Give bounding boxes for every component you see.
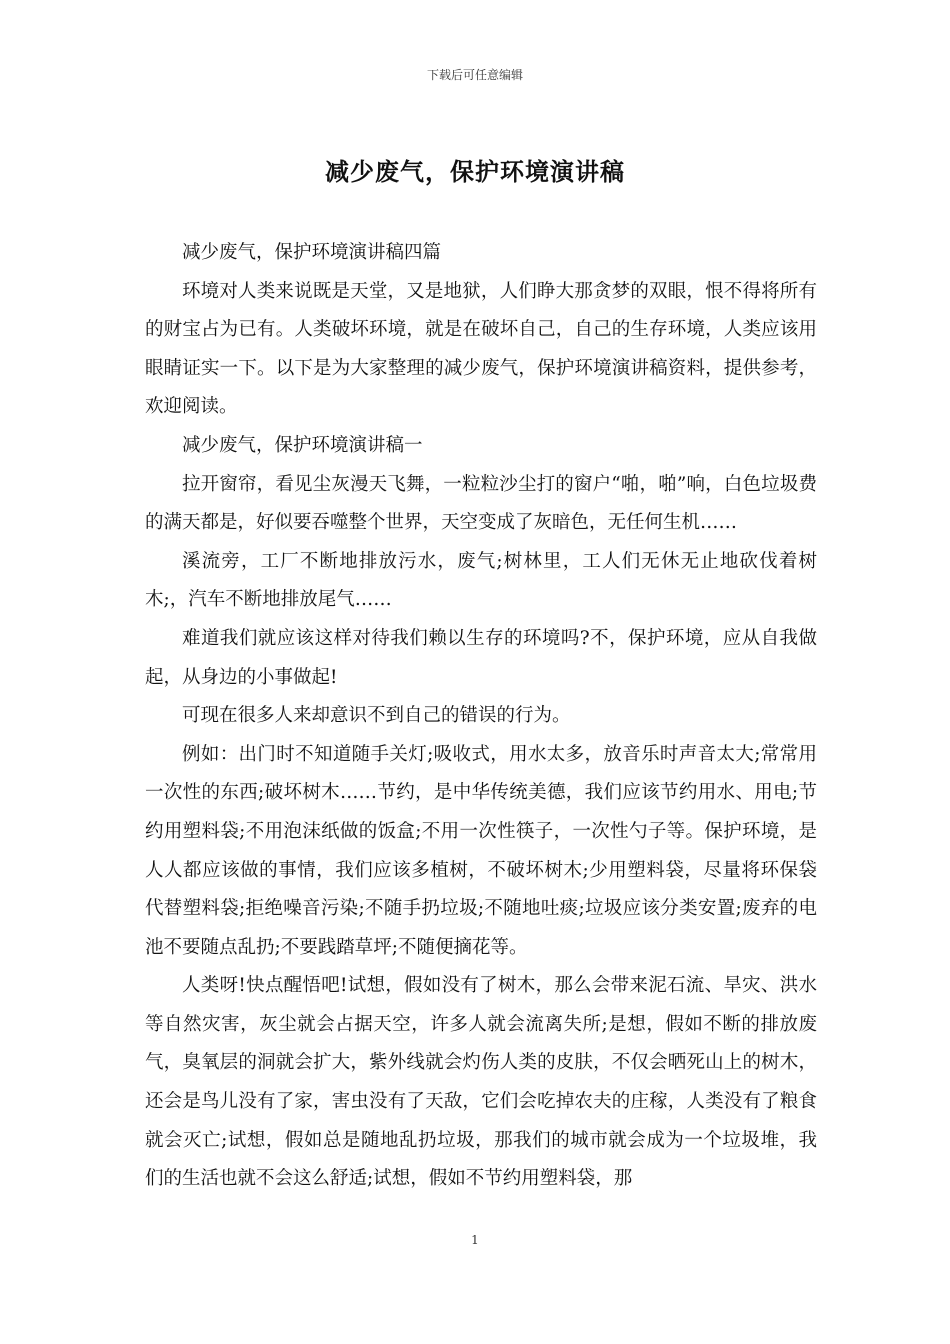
document-body xyxy=(145,234,817,1199)
paragraph-intro: 环境对人类来说既是天堂，又是地狱，人们睁大那贪梦的双眼，恨不得将所有的财宝占为已有。人类破坏环境，就是在破坏自己，自己的生存环境，人类应该用眼睛证实一下。以下是为大家整理的减少废气，保护环境演讲稿资料，提供参考，欢迎阅读。 xyxy=(145,280,817,418)
paragraph: 人类呀!快点醒悟吧!试想，假如没有了树木，那么会带来泥石流、旱灾、洪水等自然灾害，灰尘就会占据天空，许多人就会流离失所;是想，假如不断的排放废气，臭氧层的洞就会扩大，紫外线就会灼伤人类的皮肤，不仅会晒死山上的树木，还会是鸟儿没有了家，害虫没有了天敌，它们会吃掉农夫的庄稼，人类没有了粮食就会灭亡;试想，假如总是随地乱扔垃圾，那我们的城市就会成为一个垃圾堆，我们的生活也就不会这么舒适;试想，假如不节约用塑料袋，那 xyxy=(145,975,817,1190)
paragraph: 难道我们就应该这样对待我们赖以生存的环境吗?不，保护环境，应从自我做起，从身边的小事做起! xyxy=(145,627,817,688)
paragraph: 例如：出门时不知道随手关灯;吸收式，用水太多，放音乐时声音太大;常常用一次性的东西;破坏树木……节约，是中华传统美德，我们应该节约用水、用电;节约用塑料袋;不用泡沫纸做的饭盒;不用一次性筷子，一次性勺子等。保护环境，是人人都应该做的事情，我们应该多植树，不破坏树木;少用塑料袋，尽量将环保袋代替塑料袋;拒绝噪音污染;不随手扔垃圾;不随地吐痰;垃圾应该分类安置;废弃的电池不要随点乱扔;不要践踏草坪;不随便摘花等。 xyxy=(145,743,817,958)
paragraph: 溪流旁，工厂不断地排放污水，废气;树林里，工人们无休无止地砍伐着树木;，汽车不断地排放尾气…… xyxy=(145,550,817,611)
page-number: 1 xyxy=(471,1233,479,1247)
paragraph-section-heading: 减少废气，保护环境演讲稿一 xyxy=(182,434,423,456)
header-note: 下载后可任意编辑 xyxy=(426,68,523,82)
document-title: 减少废气，保护环境演讲稿 xyxy=(325,157,625,186)
paragraph-subtitle: 减少废气，保护环境演讲稿四篇 xyxy=(182,242,442,263)
paragraph: 拉开窗帘，看见尘灰漫天飞舞，一粒粒沙尘打的窗户“啪，啪”响，白色垃圾费的满天都是，好似要吞噬整个世界，天空变成了灰暗色，无任何生机…… xyxy=(145,473,817,534)
paragraph: 可现在很多人来却意识不到自己的错误的行为。 xyxy=(182,705,571,727)
